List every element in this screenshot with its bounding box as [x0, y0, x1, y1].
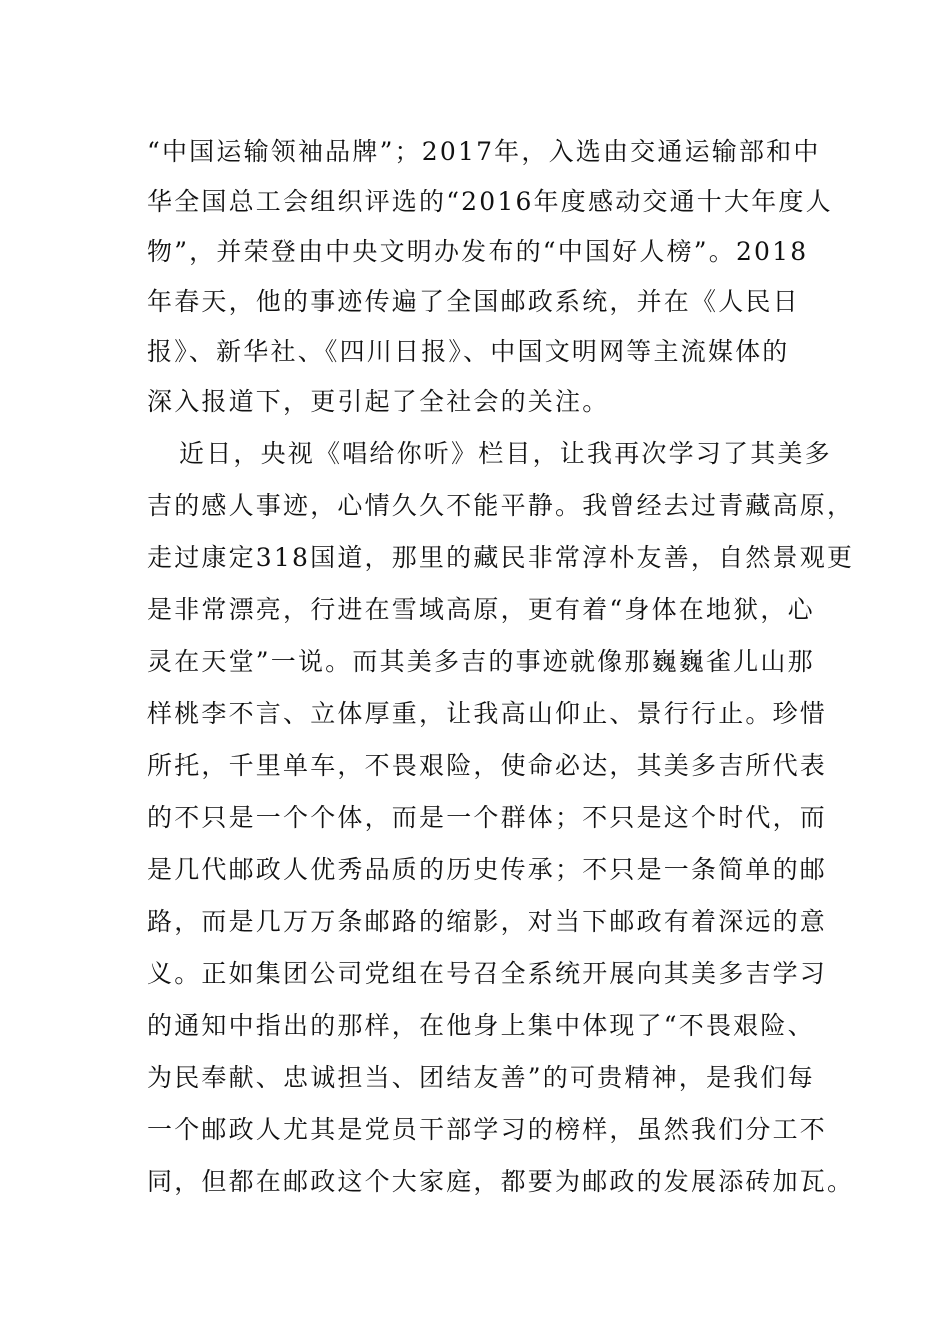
paragraph2-line-8: 的不只是一个个体，而是一个群体；不只是这个时代，而	[147, 803, 828, 832]
paragraph2-line-1: 近日，央视《唱给你听》栏目，让我再次学习了其美多	[179, 439, 832, 468]
paragraph1-line-6: 深入报道下，更引起了全社会的关注。	[147, 387, 610, 416]
paragraph2-line-3: 走过康定318国道，那里的藏民非常淳朴友善，自然景观更	[147, 543, 855, 572]
paragraph2-line-10: 路，而是几万万条邮路的缩影，对当下邮政有着深远的意	[147, 907, 828, 936]
paragraph2-line-11: 义。正如集团公司党组在号召全系统开展向其美多吉学习	[147, 959, 828, 988]
paragraph1-line-1: “中国运输领袖品牌”；2017年，入选由交通运输部和中	[147, 137, 821, 166]
paragraph1-line-5: 报》、新华社、《四川日报》、中国文明网等主流媒体的	[147, 337, 790, 366]
paragraph2-line-13: 为民奉献、忠诚担当、团结友善”的可贵精神，是我们每	[147, 1063, 815, 1092]
paragraph1-line-4: 年春天，他的事迹传遍了全国邮政系统，并在《人民日	[147, 287, 800, 316]
paragraph2-line-4: 是非常漂亮，行进在雪域高原，更有着“身体在地狱，心	[147, 595, 815, 624]
paragraph2-line-15: 同，但都在邮政这个大家庭，都要为邮政的发展添砖加瓦。	[147, 1167, 855, 1196]
paragraph2-line-14: 一个邮政人尤其是党员干部学习的榜样，虽然我们分工不	[147, 1115, 828, 1144]
paragraph2-line-9: 是几代邮政人优秀品质的历史传承；不只是一条简单的邮	[147, 855, 828, 884]
paragraph2-line-6: 样桃李不言、立体厚重，让我高山仰止、景行行止。珍惜	[147, 699, 828, 728]
paragraph2-line-7: 所托，千里单车，不畏艰险，使命必达，其美多吉所代表	[147, 751, 828, 780]
paragraph2-line-12: 的通知中指出的那样，在他身上集中体现了“不畏艰险、	[147, 1011, 815, 1040]
paragraph1-line-2: 华全国总工会组织评选的“2016年度感动交通十大年度人	[147, 187, 833, 216]
paragraph2-line-5: 灵在天堂”一说。而其美多吉的事迹就像那巍巍雀儿山那	[147, 647, 815, 676]
paragraph2-line-2: 吉的感人事迹，心情久久不能平静。我曾经去过青藏高原，	[147, 491, 855, 520]
paragraph1-line-3: 物”，并荣登由中央文明办发布的“中国好人榜”。2018	[147, 237, 809, 266]
